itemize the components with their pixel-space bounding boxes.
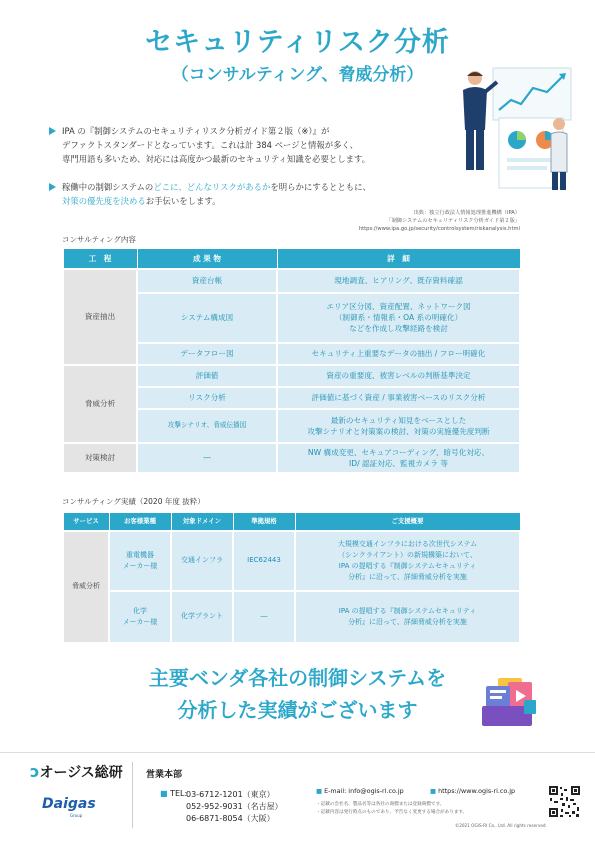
deliverable-cell: 評価値 xyxy=(137,365,277,387)
summary-cell xyxy=(295,531,520,591)
intro-text: お手伝いをします。 xyxy=(145,196,221,206)
deliverable-cell: 攻撃シナリオ、脅威伝播図 xyxy=(137,409,277,443)
footer-divider xyxy=(0,752,595,753)
table-row xyxy=(63,531,520,591)
phase-cell: 資産抽出 xyxy=(63,269,137,365)
service-cell: 脅威分析 xyxy=(63,531,109,643)
detail-cell: 現地調査、ヒアリング、既存資料確認 xyxy=(277,269,520,293)
column-header: お客様業種 xyxy=(109,513,171,531)
table-header-row xyxy=(63,513,520,531)
source-citation xyxy=(260,209,520,233)
deliverable-cell: リスク分析 xyxy=(137,387,277,409)
footer-note-1: ・記載の会社名、製品名等は各社の商標または登録商標です。 xyxy=(316,802,445,807)
detail-line: 最新のセキュリティ知見をベースとした xyxy=(330,415,467,425)
business-illustration xyxy=(455,62,575,192)
consulting-section-label: コンサルティング内容 xyxy=(62,235,136,244)
column-header: 準拠規格 xyxy=(233,513,295,531)
table-header-row xyxy=(63,249,520,269)
detail-line: などを作成し攻撃経路を検討 xyxy=(349,324,448,333)
customer-line: 重電機器 xyxy=(126,550,154,559)
source-line: 出典：独立行政法人情報処理推進機構（IPA） xyxy=(413,210,520,216)
detail-cell: 資産の重要度、被害レベルの判断基準決定 xyxy=(277,365,520,387)
results-section-label: コンサルティング実績（2020 年度 抜粋） xyxy=(62,497,205,506)
consulting-table xyxy=(62,248,521,474)
bullet-arrow-icon xyxy=(49,183,56,191)
bullet-dot-icon: ■ xyxy=(160,789,171,798)
intro-line: 専門用語も多いため、対応には高度かつ最新のセキュリティ知識を必要とします。 xyxy=(62,154,371,164)
column-header: 詳 細 xyxy=(277,249,520,269)
summary-line: （シンクライアント）の新規構築において、 xyxy=(338,550,477,559)
customer-line: メーカー様 xyxy=(122,561,158,570)
intro-text: 稼働中の制御システムの xyxy=(62,182,154,192)
column-header: 工 程 xyxy=(63,249,137,269)
company-name: オージス総研 xyxy=(39,765,123,781)
qr-code-icon[interactable] xyxy=(548,785,581,818)
tel-label xyxy=(160,789,187,798)
cta-line-1: 主要ベンダ各社の制御システムを xyxy=(148,666,447,690)
cta-line-2: 分析した実績がございます xyxy=(177,698,418,722)
source-url: https://www.ipa.go.jp/security/controlsystem/riskanalysis.html xyxy=(358,226,520,232)
detail-line: （制御系・情報系・OA 系の明確化） xyxy=(334,313,463,322)
column-header: ご支援概要 xyxy=(295,513,520,531)
page-title: セキュリティリスク分析 xyxy=(145,27,450,58)
detail-cell: セキュリティ上重要なデータの抽出 / フロー明確化 xyxy=(277,343,520,365)
table-row xyxy=(63,591,520,643)
customer-line: メーカー様 xyxy=(122,617,158,626)
tel-tokyo[interactable]: 03-6712-1201（東京） xyxy=(186,790,275,799)
ogis-mark-icon: ɔ xyxy=(30,762,40,781)
detail-cell: 評価値に基づく資産 / 事業被害ベースのリスク分析 xyxy=(277,387,520,409)
intro-line xyxy=(62,180,462,194)
group-logo: Daigas xyxy=(42,796,96,812)
domain-cell: 化学プラント xyxy=(171,591,233,643)
website-link[interactable] xyxy=(430,787,515,795)
detail-line: 攻撃シナリオと対策案の検討、対策の実施優先度判断 xyxy=(307,426,490,436)
deliverable-cell: ― xyxy=(137,443,277,473)
tel-nagoya[interactable]: 052-952-9031（名古屋） xyxy=(186,802,283,811)
deliverable-cell: システム構成図 xyxy=(137,293,277,343)
standard-cell: IEC62443 xyxy=(233,531,295,591)
tel-osaka[interactable]: 06-6871-8054（大阪） xyxy=(186,814,275,823)
website-text: https://www.ogis-ri.co.jp xyxy=(438,787,516,795)
domain-cell: 交通インフラ xyxy=(171,531,233,591)
detail-cell xyxy=(277,443,520,473)
column-header: 成 果 物 xyxy=(137,249,277,269)
intro-paragraph-2 xyxy=(62,180,462,208)
detail-line: NW 構成変更、セキュアコーディング、暗号化対応、 xyxy=(307,447,490,457)
copyright: ©2021 OGIS-RI Co., Ltd. All rights reserved. xyxy=(455,823,547,828)
source-line: 「制御システムのセキュリティリスク分析ガイド第２版」 xyxy=(386,218,520,224)
intro-highlight: どこに、どんなリスクがあるか xyxy=(153,182,271,192)
mail-icon: ■ xyxy=(316,787,325,795)
group-logo-sub: Group xyxy=(70,813,83,818)
summary-cell xyxy=(295,591,520,643)
intro-text: を明らかにするとともに、 xyxy=(270,182,371,192)
phase-cell: 対策検討 xyxy=(63,443,137,473)
footer-vertical-divider xyxy=(132,762,133,828)
intro-paragraph-1 xyxy=(62,124,462,166)
column-header: 対象ドメイン xyxy=(171,513,233,531)
office-name: 営業本部 xyxy=(146,770,183,780)
customer-cell xyxy=(109,531,171,591)
documents-icon xyxy=(478,676,540,730)
company-logo xyxy=(30,762,123,782)
detail-line: エリア区分図、資産配置、ネットワーク図 xyxy=(326,302,471,311)
deliverable-cell: 資産台帳 xyxy=(137,269,277,293)
summary-line: IPA の提唱する『制御システムセキュリティ xyxy=(338,606,477,615)
table-row xyxy=(63,269,520,293)
bullet-arrow-icon xyxy=(49,127,56,135)
footer-note-2: ・記載内容は発行時点のものであり、予告なく変更する場合があります。 xyxy=(316,810,468,815)
customer-line: 化学 xyxy=(133,606,147,615)
detail-cell xyxy=(277,293,520,343)
table-row xyxy=(63,443,520,473)
intro-line: デファクトスタンダードとなっています。これは計 384 ページと情報が多く、 xyxy=(62,140,359,150)
summary-line: 分析』に沿って、詳細脅威分析を実施 xyxy=(348,572,467,581)
summary-line: 分析』に沿って、詳細脅威分析を実施 xyxy=(348,617,467,626)
intro-line: IPA の『制御システムのセキュリティリスク分析ガイド第２版（※）』が xyxy=(62,126,330,136)
web-icon: ■ xyxy=(430,787,439,795)
detail-cell xyxy=(277,409,520,443)
deliverable-cell: データフロー図 xyxy=(137,343,277,365)
detail-line: ID/ 認証対応、監視カメラ 等 xyxy=(348,458,448,468)
customer-cell xyxy=(109,591,171,643)
intro-highlight: 対策の優先度を決める xyxy=(62,196,146,206)
intro-line xyxy=(62,194,462,208)
phase-cell: 脅威分析 xyxy=(63,365,137,443)
table-row xyxy=(63,365,520,387)
email-text: E-mail: info@ogis-ri.co.jp xyxy=(324,787,404,795)
results-table xyxy=(62,512,521,644)
standard-cell: ― xyxy=(233,591,295,643)
page-subtitle: （コンサルティング、脅威分析） xyxy=(171,65,424,85)
tel-label-text: TEL: xyxy=(170,789,188,798)
summary-line: IPA の提唱する『制御システムセキュリティ xyxy=(338,561,477,570)
column-header: サービス xyxy=(63,513,109,531)
summary-line: 大規模交通インフラにおける次世代システム xyxy=(337,539,478,548)
email-link[interactable] xyxy=(316,787,404,795)
